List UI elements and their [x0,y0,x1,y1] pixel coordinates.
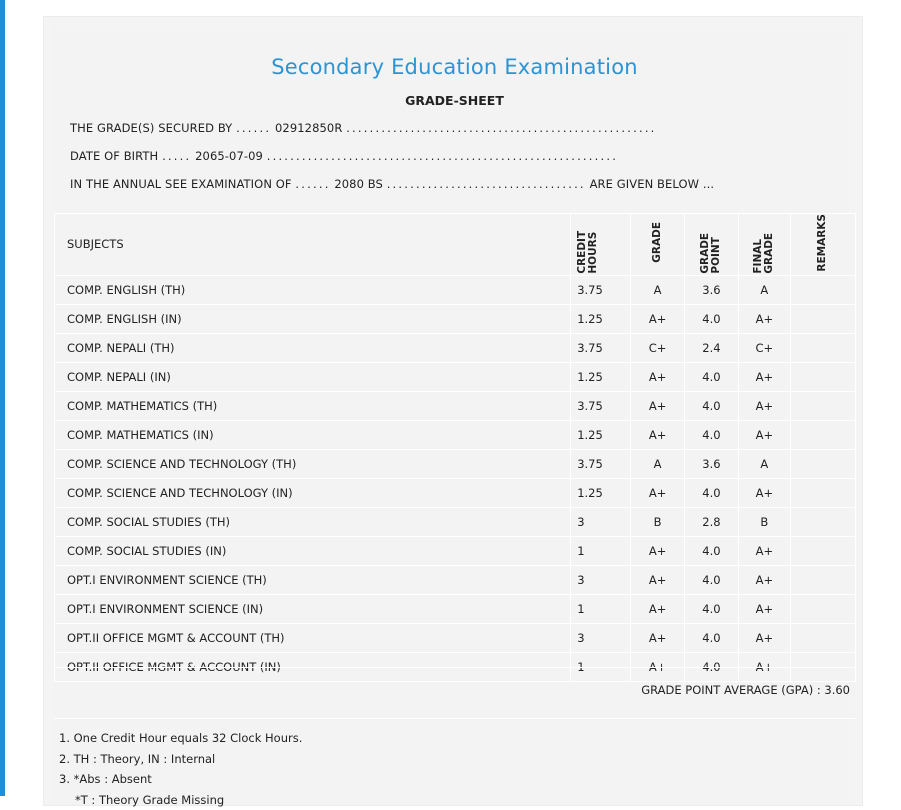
secured-by-line [70,121,657,135]
subject-cell: COMP. SCIENCE AND TECHNOLOGY (IN) [55,478,571,507]
table-row [55,420,856,449]
grade-cell: A [631,275,685,304]
credit-hours-cell: 1.25 [571,362,631,391]
header-grade-point [684,214,738,276]
final-grade-cell: A+ [738,536,790,565]
exam-year-label: IN THE ANNUAL SEE EXAMINATION OF [70,177,292,191]
grade-point-cell: 2.8 [684,507,738,536]
final-grade-cell: A+ [738,420,790,449]
dob-line [70,149,618,163]
remarks-cell [790,333,855,362]
table-row [55,565,856,594]
gpa-value: 3.60 [824,683,850,697]
credit-hours-cell: 3 [571,565,631,594]
left-accent-bar [0,0,5,796]
grade-point-cell: 2.4 [684,333,738,362]
subject-cell: COMP. ENGLISH (TH) [55,275,571,304]
note-item: 3. *Abs : Absent [59,769,302,790]
remarks-cell [790,362,855,391]
note-item: *T : Theory Grade Missing [59,790,302,810]
dob-value: 2065-07-09 [195,149,263,163]
remarks-cell [790,536,855,565]
grade-point-cell: 4.0 [684,536,738,565]
dots: ...... [295,177,330,191]
final-grade-cell: C+ [738,333,790,362]
final-grade-cell: A+ [738,362,790,391]
remarks-cell [790,478,855,507]
table-row [55,536,856,565]
header-credit-hours-label: CREDIT HOURS [577,213,599,274]
remarks-cell [790,449,855,478]
credit-hours-cell: 1 [571,536,631,565]
grade-point-cell: 4.0 [684,304,738,333]
subject-cell: COMP. SOCIAL STUDIES (TH) [55,507,571,536]
header-final-grade [738,214,790,276]
dots: ............................................................ [267,149,618,163]
remarks-cell [790,594,855,623]
credit-hours-cell: 1.25 [571,304,631,333]
grade-cell: A+ [631,391,685,420]
header-remarks [790,214,855,276]
credit-hours-cell: 3.75 [571,449,631,478]
subject-cell: COMP. MATHEMATICS (TH) [55,391,571,420]
remarks-cell [790,623,855,652]
header-grade-label: GRADE [652,222,663,263]
dots: ..... [162,149,191,163]
gpa-label: GRADE POINT AVERAGE (GPA) : [641,683,821,697]
credit-hours-cell: 3 [571,507,631,536]
table-row [55,594,856,623]
table-row [55,304,856,333]
exam-year-value: 2080 BS [334,177,383,191]
grade-cell: A+ [631,652,685,681]
grade-cell: A+ [631,304,685,333]
dots: ...... [236,121,271,135]
grades-table [54,213,856,682]
grade-cell: A+ [631,536,685,565]
grade-point-cell: 4.0 [684,362,738,391]
credit-hours-cell: 3.75 [571,391,631,420]
grade-point-cell: 3.6 [684,449,738,478]
subject-cell: OPT.I ENVIRONMENT SCIENCE (IN) [55,594,571,623]
table-row [55,623,856,652]
final-grade-cell: A [738,449,790,478]
grade-point-cell: 3.6 [684,275,738,304]
credit-hours-cell: 3.75 [571,275,631,304]
subject-cell: COMP. SCIENCE AND TECHNOLOGY (TH) [55,449,571,478]
grade-cell: A+ [631,594,685,623]
header-grade-point-label: GRADE POINT [700,213,722,274]
header-grade [631,214,685,276]
grade-cell: B [631,507,685,536]
note-item: 1. One Credit Hour equals 32 Clock Hours. [59,728,302,749]
remarks-cell [790,275,855,304]
remarks-cell [790,391,855,420]
remarks-cell [790,420,855,449]
subject-cell: OPT.II OFFICE MGMT & ACCOUNT (TH) [55,623,571,652]
exam-title: Secondary Education Examination [44,55,865,79]
grade-point-cell: 4.0 [684,652,738,681]
grade-point-cell: 4.0 [684,391,738,420]
final-grade-cell: A+ [738,623,790,652]
gpa-line [44,683,850,697]
dots: ..................................................... [346,121,656,135]
dots: .................................. [387,177,586,191]
table-row [55,391,856,420]
subject-cell: COMP. MATHEMATICS (IN) [55,420,571,449]
credit-hours-cell: 1 [571,652,631,681]
remarks-cell [790,304,855,333]
secured-by-label: THE GRADE(S) SECURED BY [70,121,232,135]
final-grade-cell: A+ [738,304,790,333]
subject-cell: COMP. ENGLISH (IN) [55,304,571,333]
credit-hours-cell: 3 [571,623,631,652]
note-item: 2. TH : Theory, IN : Internal [59,749,302,770]
grade-point-cell: 4.0 [684,478,738,507]
final-grade-cell: A+ [738,565,790,594]
table-row [55,362,856,391]
grade-cell: A+ [631,565,685,594]
grade-point-cell: 4.0 [684,565,738,594]
table-header-row [55,214,856,276]
subject-cell: COMP. SOCIAL STUDIES (IN) [55,536,571,565]
table-row [55,449,856,478]
credit-hours-cell: 3.75 [571,333,631,362]
subject-cell: OPT.I ENVIRONMENT SCIENCE (TH) [55,565,571,594]
symbol-number: 02912850R [275,121,342,135]
final-grade-cell: A+ [738,391,790,420]
final-grade-cell: A [738,275,790,304]
table-row [55,507,856,536]
header-remarks-label: REMARKS [817,214,828,272]
given-below-label: ARE GIVEN BELOW ... [590,177,715,191]
grade-cell: A+ [631,362,685,391]
table-row [55,333,856,362]
header-subjects: SUBJECTS [55,214,571,276]
grade-cell: A [631,449,685,478]
credit-hours-cell: 1 [571,594,631,623]
dob-label: DATE OF BIRTH [70,149,158,163]
remarks-cell [790,507,855,536]
notes [59,728,302,810]
subject-cell: COMP. NEPALI (TH) [55,333,571,362]
final-grade-cell: A+ [738,594,790,623]
grade-cell: A+ [631,420,685,449]
final-grade-cell: A+ [738,652,790,681]
grade-cell: C+ [631,333,685,362]
remarks-cell [790,565,855,594]
final-grade-cell: A+ [738,478,790,507]
credit-hours-cell: 1.25 [571,478,631,507]
subject-cell: OPT.II OFFICE MGMT & ACCOUNT (IN) [55,652,571,681]
grade-point-cell: 4.0 [684,594,738,623]
final-grade-cell: B [738,507,790,536]
table-row [55,478,856,507]
grade-point-cell: 4.0 [684,420,738,449]
exam-year-line [70,177,714,191]
grade-sheet-card [43,16,863,806]
grade-cell: A+ [631,623,685,652]
header-final-grade-label: FINAL GRADE [753,213,775,274]
credit-hours-cell: 1.25 [571,420,631,449]
header-credit-hours [571,214,631,276]
grade-sheet-heading: GRADE-SHEET [44,93,865,108]
grade-point-cell: 4.0 [684,623,738,652]
grade-cell: A+ [631,478,685,507]
subject-cell: COMP. NEPALI (IN) [55,362,571,391]
table-row [55,275,856,304]
